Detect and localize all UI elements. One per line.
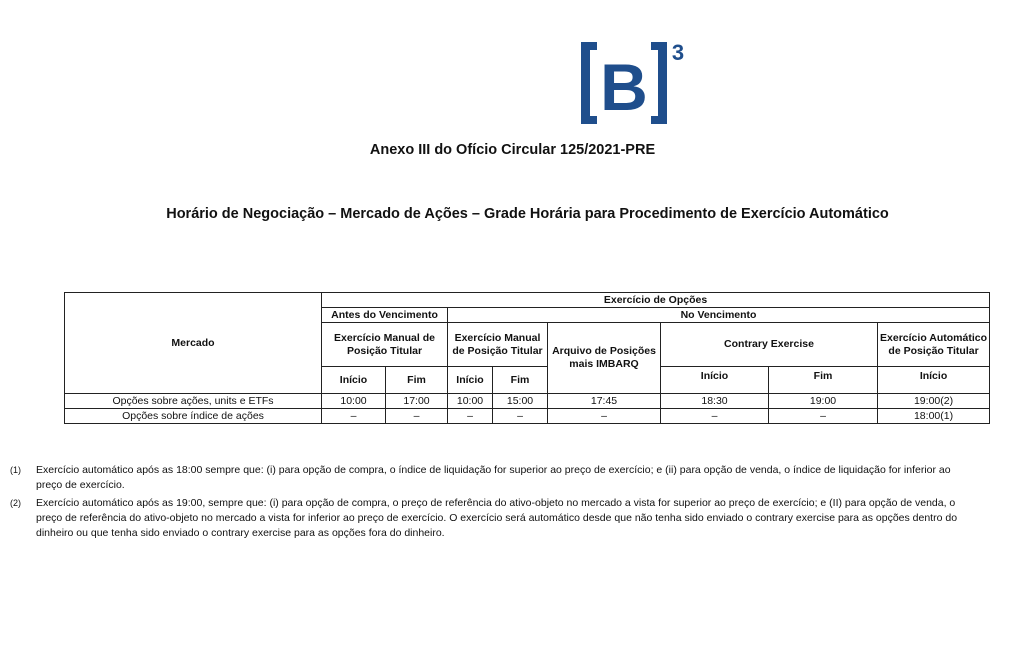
time-cell: –: [548, 409, 661, 424]
fim-header: Fim: [493, 367, 548, 394]
mercado-header: Mercado: [65, 293, 322, 394]
time-cell: –: [493, 409, 548, 424]
b3-logo: [579, 40, 689, 130]
footnote: [10, 496, 970, 541]
time-cell: 17:00: [386, 394, 448, 409]
inicio-header: Início: [448, 367, 493, 394]
no-vencimento-header: No Vencimento: [448, 308, 990, 323]
annex-title: Anexo III do Ofício Circular 125/2021-PRE: [369, 142, 656, 158]
time-cell: –: [322, 409, 386, 424]
inicio-header: Início: [661, 367, 769, 394]
mercado-cell: Opções sobre índice de ações: [65, 409, 322, 424]
footnote-text: Exercício automático após as 18:00 sempre que: (i) para opção de compra, o índice de liquidação for superior ao preço de exercício; e (ii) para opção de venda, o índice de liquidação for inferior ao preço de exercício.: [36, 464, 951, 491]
footnote-number: (1): [10, 465, 21, 475]
trading-hours-table: [64, 292, 990, 424]
table-row: [65, 394, 990, 409]
time-cell: 18:00(1): [878, 409, 990, 424]
logo-letter: B: [600, 50, 648, 124]
table-row: [65, 409, 990, 424]
time-cell: 18:30: [661, 394, 769, 409]
footnotes: [10, 463, 970, 544]
time-cell: 19:00(2): [878, 394, 990, 409]
manual-no-header: Exercício Manual de Posição Titular: [448, 323, 548, 367]
manual-antes-header: Exercício Manual de Posição Titular: [322, 323, 448, 367]
main-title: Horário de Negociação – Mercado de Ações – Grade Horária para Procedimento de Exercício Automático: [166, 206, 889, 222]
b3-logo-graphic: [579, 40, 689, 130]
fim-header: Fim: [386, 367, 448, 394]
time-cell: 17:45: [548, 394, 661, 409]
time-cell: –: [661, 409, 769, 424]
time-cell: 10:00: [448, 394, 493, 409]
contrary-header: Contrary Exercise: [661, 323, 878, 367]
antes-vencimento-header: Antes do Vencimento: [322, 308, 448, 323]
fim-header: Fim: [769, 367, 878, 394]
arquivo-header: Arquivo de Posições mais IMBARQ: [548, 323, 661, 394]
time-cell: 19:00: [769, 394, 878, 409]
time-cell: 15:00: [493, 394, 548, 409]
automatico-header: Exercício Automático de Posição Titular: [878, 323, 990, 367]
inicio-header: Início: [878, 367, 990, 394]
logo-superscript: 3: [671, 40, 685, 65]
mercado-cell: Opções sobre ações, units e ETFs: [65, 394, 322, 409]
time-cell: 10:00: [322, 394, 386, 409]
time-cell: –: [386, 409, 448, 424]
inicio-header: Início: [322, 367, 386, 394]
footnote-number: (2): [10, 498, 21, 508]
footnote: [10, 463, 970, 493]
exercicio-header: Exercício de Opções: [322, 293, 990, 308]
footnote-text: Exercício automático após as 19:00, sempre que: (i) para opção de compra, o preço de referência do ativo-objeto no mercado a vista for superior ao preço de exercício; e (II) para opção de venda, o preço de referência do ativo-objeto no mercado a vista for inferior ao preço de exercício. O exercício será automático desde que não tenha sido enviado o contrary exercise para as opções dentro do dinheiro ou que tenha sido enviado o contrary exercise para as opções fora do dinheiro.: [36, 497, 958, 539]
time-cell: –: [769, 409, 878, 424]
time-cell: –: [448, 409, 493, 424]
